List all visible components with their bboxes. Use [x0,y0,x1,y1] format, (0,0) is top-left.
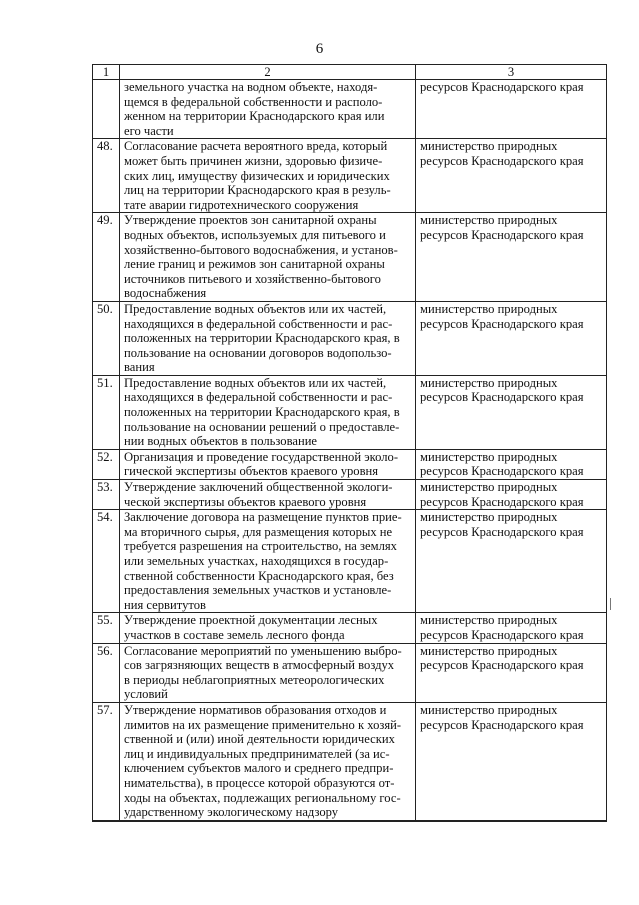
service-name [120,613,416,643]
table-row [93,480,607,510]
agency-name [416,643,607,702]
table-row [93,80,607,139]
agency-name [416,139,607,213]
service-text: Согласование мероприятий по уменьшению выбро- сов загрязняющих веществ в атмосферный воздух в периоды неблагоприятных метеорологических условий [124,643,402,702]
service-name [120,449,416,479]
agency-name [416,613,607,643]
service-text: Утверждение проектной документации лесных участков в составе земель лесного фонда [124,613,378,642]
table-row [93,702,607,820]
agency-text: министерство природных ресурсов Краснодарского края [420,301,584,331]
agency-text: министерство природных ресурсов Краснодарского края [420,480,584,509]
table-row [93,375,607,449]
agency-text: министерство природных ресурсов Краснодарского края [420,702,584,732]
row-number: 51. [93,375,120,449]
column-header-2: 2 [120,65,416,80]
service-name [120,643,416,702]
agency-text: ресурсов Краснодарского края [420,80,584,94]
agency-text: министерство природных ресурсов Краснодарского края [420,613,584,642]
row-number: 54. [93,510,120,613]
agency-name [416,480,607,510]
row-number: 55. [93,613,120,643]
agency-text: министерство природных ресурсов Краснодарского края [420,449,584,479]
scan-mark [610,598,611,610]
row-number: 57. [93,702,120,820]
service-text: Утверждение нормативов образования отходов и лимитов на их размещение применительно к хозяй- ственной и (или) иной деятельности юридических лиц и индивидуальных предпринимателей (за ис- ключением субъектов малого и среднего предпри- нимательства), в процессе которой образуются от- ходы на объектах, подлежащих региональному гос- ударственному экологическому надзору [124,702,402,820]
table-row [93,820,607,821]
agency-name [416,80,607,139]
table-row [93,213,607,302]
agency-name [416,301,607,375]
row-number: 53. [93,480,120,510]
agency-text: министерство природных ресурсов Краснодарского края [420,213,584,242]
service-name [120,301,416,375]
service-text: Заключение договора на размещение пунктов прие- ма вторичного сырья, для размещения которых не требуется разрешения на строительство, на землях или земельных участках, находящихся в государ- ственной собственности Краснодарского края, без предоставления земельных участков и установле- ния сервитутов [124,510,402,612]
service-name [120,213,416,302]
agency-name [416,449,607,479]
service-text: Предоставление водных объектов или их частей, находящихся в федеральной собственности и рас- положенных на территории Краснодарского края, в пользование на основании договоров водопользо- вания [124,301,400,375]
service-text: земельного участка на водном объекте, находя- щемся в федеральной собственности и располо- женном на территории Краснодарского края или его части [124,80,385,138]
column-header-1: 1 [93,65,120,80]
table-row [93,643,607,702]
row-number: 52. [93,449,120,479]
page-number: 6 [315,41,324,57]
table-row [93,613,607,643]
table-header-row [93,65,607,80]
service-text: Организация и проведение государственной эколо- гической экспертизы объектов краевого уровня [124,449,399,479]
service-name [120,480,416,510]
row-number: 49. [93,213,120,302]
service-text: Утверждение проектов зон санитарной охраны водных объектов, используемых для питьевого и хозяйственно-бытового водоснабжения, и установ- ление границ и режимов зон санитарной охраны источников питьевого и хозяйственно-бытового водоснабжения [124,213,398,301]
row-number [93,820,120,821]
table-row [93,510,607,613]
agency-name [416,702,607,820]
agency-text: министерство природных ресурсов Краснодарского края [420,510,584,539]
agency-name [416,820,607,821]
row-number [93,80,120,139]
row-number: 56. [93,643,120,702]
agency-name [416,213,607,302]
service-name [120,139,416,213]
row-number: 50. [93,301,120,375]
service-text: Предоставление водных объектов или их частей, находящихся в федеральной собственности и рас- положенных на территории Краснодарского края, в пользование на основании решений о предоставле- нии водных объектов в пользование [124,375,400,449]
service-name [120,510,416,613]
services-table [92,64,607,822]
agency-text: министерство природных ресурсов Краснодарского края [420,643,584,673]
table-row [93,139,607,213]
agency-text: министерство природных ресурсов Краснодарского края [420,139,584,168]
table-row [93,449,607,479]
service-name [120,702,416,820]
service-name [120,375,416,449]
agency-name [416,510,607,613]
column-header-3: 3 [416,65,607,80]
service-text: Утверждение заключений общественной экологи- ческой экспертизы объектов краевого уровня [124,480,393,509]
service-text: Согласование расчета вероятного вреда, который может быть причинен жизни, здоровью физиче- ских лиц, имуществу физических и юридических лиц на территории Краснодарского края в резуль- тате аварии гидротехнического сооружения [124,139,391,212]
row-number: 48. [93,139,120,213]
agency-text: министерство природных ресурсов Краснодарского края [420,375,584,405]
table-row [93,301,607,375]
service-name [120,820,416,821]
service-name [120,80,416,139]
agency-name [416,375,607,449]
